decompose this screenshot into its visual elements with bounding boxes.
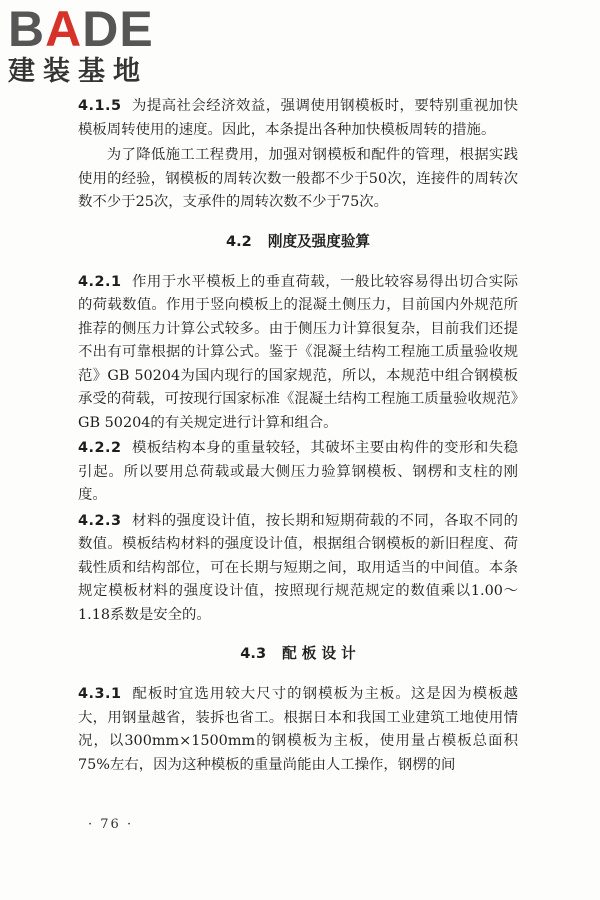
clause-4-1-5 xyxy=(78,95,518,142)
bade-logo xyxy=(8,1,178,88)
logo-subtitle: 建装基地 xyxy=(8,56,148,87)
clause-number: 4.2.2 xyxy=(78,440,122,456)
clause-number: 4.1.5 xyxy=(78,98,122,114)
document-body xyxy=(78,95,518,779)
section-heading-4-3 xyxy=(78,643,518,665)
logo-letters-de: DE xyxy=(82,1,154,57)
clause-text: 模板结构本身的重量较轻，其破坏主要由构件的变形和失稳引起。所以要用总荷载或最大侧压力验算钢模板、钢楞和支柱的刚度。 xyxy=(78,440,518,503)
clause-4-2-3 xyxy=(78,510,518,628)
clause-number: 4.2.1 xyxy=(78,273,122,290)
clause-text: 配板时宜选用较大尺寸的钢模板为主板。这是因为模板越大，用钢量越省，装拆也省工。根据日本和我国工业建筑工地使用情况，以300mm×1500mm的钢模板为主板，使用量占模板总面积75%左右，因为这种模板的重量尚能由人工操作，钢楞的间 xyxy=(78,686,518,773)
section-title-text: 刚度及强度验算 xyxy=(267,232,371,250)
clause-text: 作用于水平模板上的垂直荷载，一般比较容易得出切合实际的荷载数值。作用于竖向模板上的混凝土侧压力，目前国内外规范所推荐的侧压力计算公式较多。由于侧压力计算很复杂，目前我们还提不出有可靠根据的计算公式。鉴于《混凝土结构工程施工质量验收规范》GB 50204为国内现行的国家规范，所以，本规范中组合钢模板承受的荷载，可按现行国家标准《混凝土结构工程施工质量验收规范》GB 50204的有关规定进行计算和组合。 xyxy=(78,273,518,431)
page-number: · 76 · xyxy=(88,817,134,832)
clause-text: 为提高社会经济效益，强调使用钢模板时，要特别重视加快模板周转使用的速度。因此，本条提出各种加快模板周转的措施。 xyxy=(78,98,518,138)
clause-4-2-2 xyxy=(78,437,518,508)
clause-4-3-1 xyxy=(78,683,518,777)
clause-4-2-1 xyxy=(78,271,518,436)
section-number: 4.2 xyxy=(225,232,252,250)
clause-text: 材料的强度设计值，按长期和短期荷载的不同，各取不同的数值。模板结构材料的强度设计值，根据组合钢模板的新旧程度、荷载性质和结构部位，可在长期与短期之间，取用适当的中间值。本条规定模板材料的强度设计值，按照现行规范规定的数值乘以1.00～1.18系数是安全的。 xyxy=(78,512,518,623)
paragraph-turnover: 为了降低施工工程费用，加强对钢模板和配件的管理，根据实践使用的经验，钢模板的周转次数一般都不少于50次，连接件的周转次数不少于25次，支承件的周转次数不少于75次。 xyxy=(78,147,518,210)
section-number: 4.3 xyxy=(240,645,267,662)
section-title-text: 配 板 设 计 xyxy=(282,645,356,662)
logo-letter-a: A xyxy=(45,1,83,57)
logo-wordmark xyxy=(8,1,178,57)
logo-letter-b: B xyxy=(8,1,46,57)
clause-number: 4.2.3 xyxy=(78,512,122,529)
section-heading-4-2 xyxy=(78,231,518,253)
clause-number: 4.3.1 xyxy=(78,686,122,702)
